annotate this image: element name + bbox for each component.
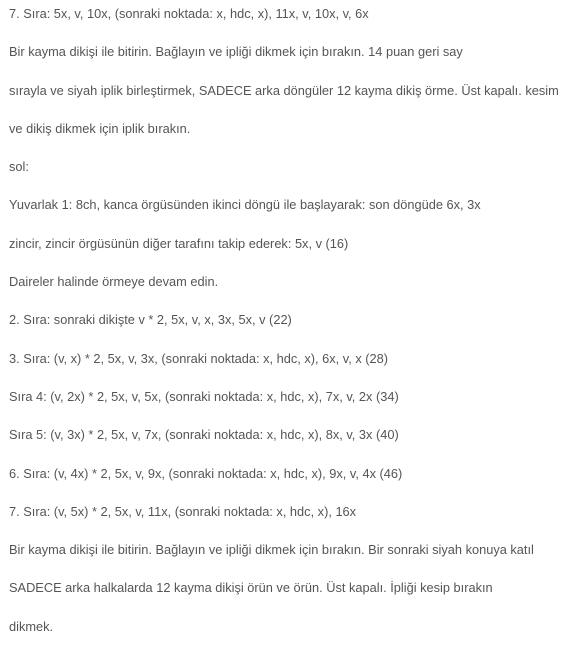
text-line-row-2: 2. Sıra: sonraki dikişte v * 2, 5x, v, x, 3x, 5x, v (22) [9, 312, 292, 328]
text-line-row-7-second: 7. Sıra: (v, 5x) * 2, 5x, v, 11x, (sonraki noktada: x, hdc, x), 16x [9, 503, 357, 519]
text-line-finish-join-next: Bir kayma dikişi ile bitirin. Bağlayın ve ipliği dikmek için bırakın. Bir sonraki siyah konuya katıl [9, 542, 534, 558]
text-line-round-1-cont: zincir, zincir örgüsünün diğer tarafını takip ederek: 5x, v (16) [9, 235, 349, 251]
text-line-round-1: Yuvarlak 1: 8ch, kanca örgüsünden ikinci döngü ile başlayarak: son döngüde 6x, 3x [9, 197, 481, 213]
text-line-left-heading: sol: [9, 159, 29, 175]
text-line-continue-rounds: Daireler halinde örmeye devam edin. [9, 274, 219, 290]
text-line-row-4: Sıra 4: (v, 2x) * 2, 5x, v, 5x, (sonraki noktada: x, hdc, x), 7x, v, 2x (34) [9, 388, 399, 404]
text-line-row-7-first: 7. Sıra: 5x, v, 10x, (sonraki noktada: x, hdc, x), 11x, v, 10x, v, 6x [9, 6, 369, 21]
text-line-row-5: Sıra 5: (v, 3x) * 2, 5x, v, 7x, (sonraki noktada: x, hdc, x), 8x, v, 3x (40) [9, 427, 399, 443]
text-line-sew: dikmek. [9, 618, 54, 634]
text-line-leave-yarn: ve dikiş dikmek için iplik bırakın. [9, 120, 191, 136]
text-line-row-3: 3. Sıra: (v, x) * 2, 5x, v, 3x, (sonraki noktada: x, hdc, x), 6x, v, x (28) [9, 350, 389, 366]
text-line-row-6: 6. Sıra: (v, 4x) * 2, 5x, v, 9x, (sonraki noktada: x, hdc, x), 9x, v, 4x (46) [9, 465, 403, 481]
text-line-finish-slip-stitch: Bir kayma dikişi ile bitirin. Bağlayın ve ipliği dikmek için bırakın. 14 puan geri say [9, 44, 463, 60]
document-body [9, 0, 565, 651]
text-line-back-loops: SADECE arka halkalarda 12 kayma dikişi örün ve örün. Üst kapalı. İpliği kesip bırakın [9, 580, 493, 596]
text-line-join-black-yarn: sırayla ve siyah iplik birleştirmek, SADECE arka döngüler 12 kayma dikiş örme. Üst kapalı. kesim [9, 82, 559, 98]
